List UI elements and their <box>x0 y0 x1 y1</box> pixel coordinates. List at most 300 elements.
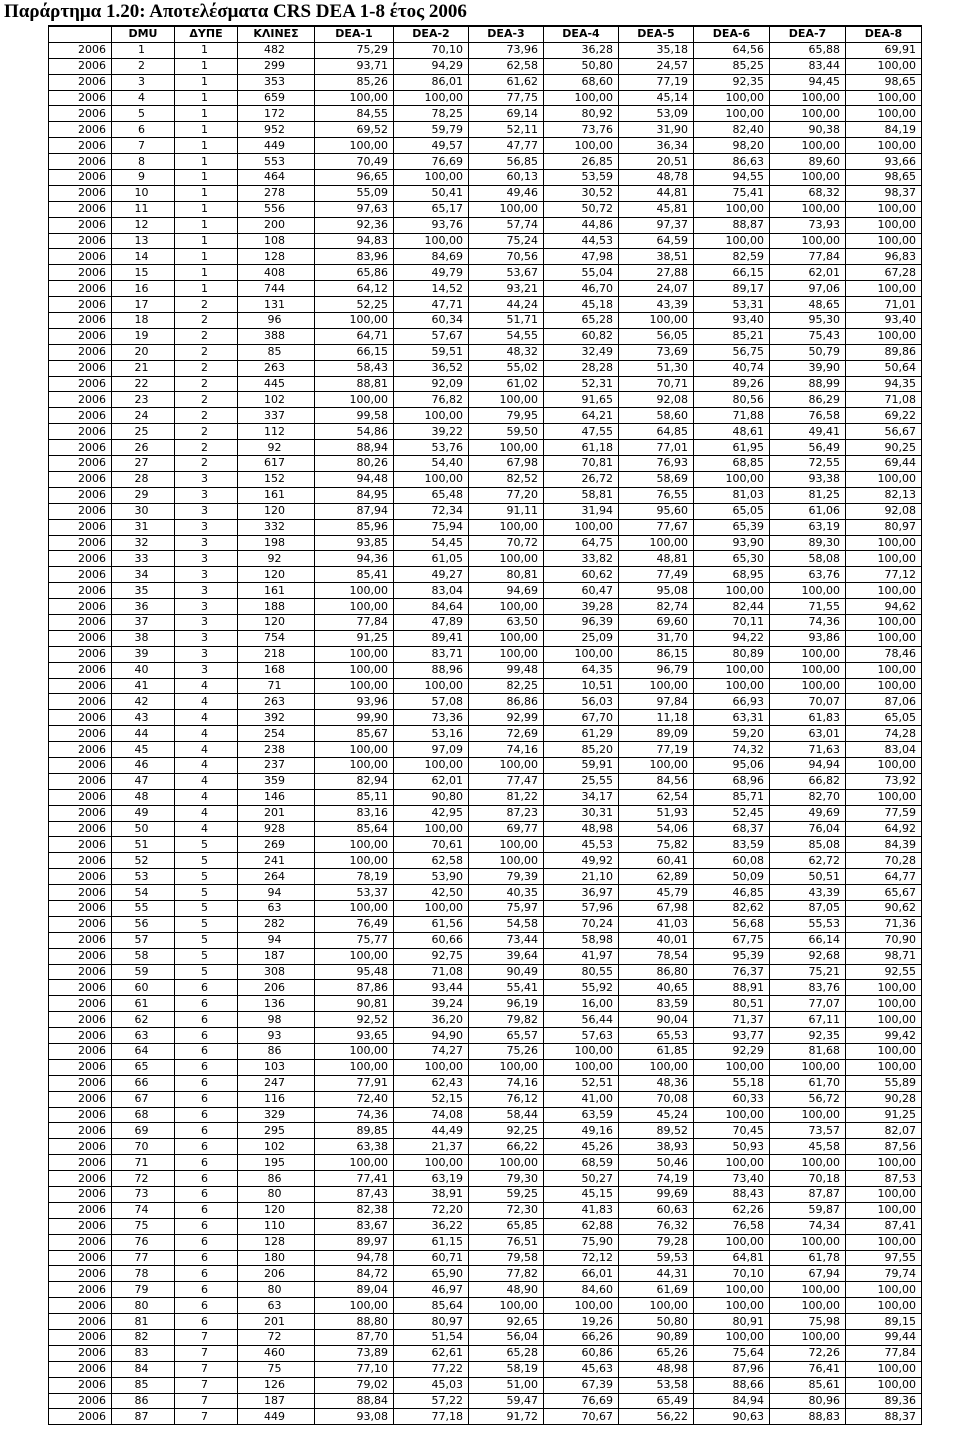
cell-dea-4: 80,92 <box>544 106 619 122</box>
cell-dea-8: 100,00 <box>846 996 922 1012</box>
cell-klines: 136 <box>238 996 315 1012</box>
cell-klines: 72 <box>238 1330 315 1346</box>
cell-dea-2: 54,40 <box>394 456 469 472</box>
cell-dea-2: 60,34 <box>394 313 469 329</box>
table-row <box>49 440 922 456</box>
column-header-dea-7: DEA-7 <box>770 26 846 42</box>
table-row <box>49 154 922 170</box>
cell-dea-3: 100,00 <box>469 599 544 615</box>
cell-klines: 269 <box>238 837 315 853</box>
table-row <box>49 694 922 710</box>
cell-dea-2: 100,00 <box>394 233 469 249</box>
cell-klines: 556 <box>238 201 315 217</box>
cell-dea-7: 74,34 <box>770 1218 846 1234</box>
cell-dea-1: 88,80 <box>315 1314 394 1330</box>
cell-dmu: 54 <box>112 885 175 901</box>
table-row <box>49 344 922 360</box>
cell-dmu: 52 <box>112 853 175 869</box>
cell-dea-2: 77,18 <box>394 1409 469 1425</box>
cell-dea-2: 85,64 <box>394 1298 469 1314</box>
cell-dmu: 18 <box>112 313 175 329</box>
table-row <box>49 837 922 853</box>
cell-dype: 3 <box>175 662 238 678</box>
cell-dea-1: 85,41 <box>315 567 394 583</box>
cell-dea-1: 55,09 <box>315 185 394 201</box>
cell-dea-5: 83,59 <box>619 996 694 1012</box>
cell-dmu: 42 <box>112 694 175 710</box>
cell-klines: 108 <box>238 233 315 249</box>
cell-klines: 80 <box>238 1187 315 1203</box>
cell-year: 2006 <box>49 869 112 885</box>
cell-dmu: 3 <box>112 74 175 90</box>
cell-dea-5: 100,00 <box>619 1298 694 1314</box>
cell-dea-7: 63,19 <box>770 519 846 535</box>
cell-klines: 744 <box>238 281 315 297</box>
cell-dea-5: 67,98 <box>619 900 694 916</box>
cell-dea-4: 47,98 <box>544 249 619 265</box>
table-row <box>49 201 922 217</box>
cell-dea-6: 90,63 <box>694 1409 770 1425</box>
cell-dea-2: 51,54 <box>394 1330 469 1346</box>
cell-dmu: 87 <box>112 1409 175 1425</box>
cell-dea-6: 53,31 <box>694 297 770 313</box>
cell-dea-8: 91,25 <box>846 1107 922 1123</box>
cell-dype: 3 <box>175 583 238 599</box>
cell-dmu: 25 <box>112 424 175 440</box>
cell-dea-7: 56,49 <box>770 440 846 456</box>
cell-dmu: 8 <box>112 154 175 170</box>
cell-dea-4: 70,81 <box>544 456 619 472</box>
table-row <box>49 805 922 821</box>
cell-dmu: 5 <box>112 106 175 122</box>
cell-dea-5: 77,67 <box>619 519 694 535</box>
cell-dea-8: 88,37 <box>846 1409 922 1425</box>
cell-dea-7: 88,99 <box>770 376 846 392</box>
cell-year: 2006 <box>49 1393 112 1409</box>
cell-dea-8: 74,28 <box>846 726 922 742</box>
table-row <box>49 1266 922 1282</box>
cell-dea-1: 63,38 <box>315 1139 394 1155</box>
cell-dea-6: 68,95 <box>694 567 770 583</box>
cell-dea-8: 90,28 <box>846 1091 922 1107</box>
cell-year: 2006 <box>49 821 112 837</box>
cell-klines: 449 <box>238 138 315 154</box>
cell-dea-4: 96,39 <box>544 614 619 630</box>
cell-dea-3: 93,21 <box>469 281 544 297</box>
cell-dea-1: 82,38 <box>315 1202 394 1218</box>
cell-dea-2: 63,19 <box>394 1171 469 1187</box>
cell-dmu: 6 <box>112 122 175 138</box>
cell-dype: 1 <box>175 154 238 170</box>
cell-dmu: 69 <box>112 1123 175 1139</box>
cell-dea-4: 100,00 <box>544 1298 619 1314</box>
table-row <box>49 1123 922 1139</box>
cell-dea-5: 74,19 <box>619 1171 694 1187</box>
cell-dea-8: 100,00 <box>846 58 922 74</box>
cell-dea-7: 89,30 <box>770 535 846 551</box>
cell-dea-1: 94,36 <box>315 551 394 567</box>
cell-dea-3: 48,32 <box>469 344 544 360</box>
cell-dea-2: 49,57 <box>394 138 469 154</box>
cell-dea-7: 56,72 <box>770 1091 846 1107</box>
cell-dea-1: 100,00 <box>315 392 394 408</box>
cell-dea-5: 51,30 <box>619 360 694 376</box>
table-row <box>49 58 922 74</box>
cell-dea-6: 68,37 <box>694 821 770 837</box>
cell-dea-8: 100,00 <box>846 1282 922 1298</box>
cell-year: 2006 <box>49 392 112 408</box>
cell-dype: 6 <box>175 1107 238 1123</box>
cell-dea-6: 87,96 <box>694 1361 770 1377</box>
cell-dea-1: 72,40 <box>315 1091 394 1107</box>
cell-dea-4: 68,59 <box>544 1155 619 1171</box>
cell-dea-7: 100,00 <box>770 678 846 694</box>
cell-klines: 92 <box>238 551 315 567</box>
cell-dea-1: 84,95 <box>315 487 394 503</box>
cell-dea-3: 91,72 <box>469 1409 544 1425</box>
table-row <box>49 424 922 440</box>
cell-dype: 2 <box>175 376 238 392</box>
cell-dype: 7 <box>175 1393 238 1409</box>
table-row <box>49 1218 922 1234</box>
table-row <box>49 964 922 980</box>
cell-dea-6: 75,64 <box>694 1345 770 1361</box>
table-row <box>49 185 922 201</box>
cell-dea-7: 58,08 <box>770 551 846 567</box>
cell-year: 2006 <box>49 710 112 726</box>
cell-dype: 6 <box>175 1250 238 1266</box>
cell-klines: 353 <box>238 74 315 90</box>
cell-dea-3: 48,90 <box>469 1282 544 1298</box>
cell-dea-8: 90,62 <box>846 900 922 916</box>
cell-dea-6: 89,26 <box>694 376 770 392</box>
cell-klines: 337 <box>238 408 315 424</box>
cell-dmu: 12 <box>112 217 175 233</box>
cell-year: 2006 <box>49 408 112 424</box>
cell-dea-7: 73,57 <box>770 1123 846 1139</box>
cell-year: 2006 <box>49 424 112 440</box>
cell-dype: 3 <box>175 630 238 646</box>
cell-year: 2006 <box>49 1409 112 1425</box>
cell-dea-4: 36,28 <box>544 42 619 58</box>
cell-klines: 263 <box>238 360 315 376</box>
cell-dea-3: 100,00 <box>469 440 544 456</box>
cell-dea-5: 48,36 <box>619 1075 694 1091</box>
cell-dea-5: 73,69 <box>619 344 694 360</box>
cell-dea-2: 60,66 <box>394 932 469 948</box>
table-row <box>49 471 922 487</box>
cell-dea-3: 76,12 <box>469 1091 544 1107</box>
cell-year: 2006 <box>49 376 112 392</box>
cell-dea-4: 39,28 <box>544 599 619 615</box>
cell-dea-5: 76,55 <box>619 487 694 503</box>
cell-klines: 120 <box>238 567 315 583</box>
cell-dea-4: 61,18 <box>544 440 619 456</box>
cell-dea-4: 58,98 <box>544 932 619 948</box>
cell-dea-4: 21,10 <box>544 869 619 885</box>
cell-dea-7: 75,43 <box>770 328 846 344</box>
cell-dmu: 65 <box>112 1059 175 1075</box>
cell-dea-2: 14,52 <box>394 281 469 297</box>
cell-dea-5: 50,46 <box>619 1155 694 1171</box>
cell-dea-8: 71,36 <box>846 916 922 932</box>
cell-dea-8: 100,00 <box>846 281 922 297</box>
cell-dype: 6 <box>175 1028 238 1044</box>
table-row <box>49 1393 922 1409</box>
cell-year: 2006 <box>49 948 112 964</box>
cell-dea-7: 77,84 <box>770 249 846 265</box>
cell-dea-3: 74,16 <box>469 742 544 758</box>
cell-dea-7: 94,45 <box>770 74 846 90</box>
cell-dea-2: 73,36 <box>394 710 469 726</box>
cell-dea-4: 76,69 <box>544 1393 619 1409</box>
cell-dea-2: 72,34 <box>394 503 469 519</box>
cell-dea-5: 61,69 <box>619 1282 694 1298</box>
cell-dea-2: 54,45 <box>394 535 469 551</box>
cell-dea-1: 100,00 <box>315 757 394 773</box>
cell-dea-7: 92,68 <box>770 948 846 964</box>
cell-dea-1: 84,55 <box>315 106 394 122</box>
cell-year: 2006 <box>49 646 112 662</box>
cell-klines: 187 <box>238 948 315 964</box>
cell-dea-1: 93,08 <box>315 1409 394 1425</box>
cell-year: 2006 <box>49 281 112 297</box>
cell-dea-1: 100,00 <box>315 1298 394 1314</box>
cell-dea-7: 85,61 <box>770 1377 846 1393</box>
table-row <box>49 742 922 758</box>
cell-dmu: 62 <box>112 1012 175 1028</box>
cell-dype: 1 <box>175 185 238 201</box>
cell-dea-3: 63,50 <box>469 614 544 630</box>
cell-klines: 247 <box>238 1075 315 1091</box>
cell-dea-4: 66,26 <box>544 1330 619 1346</box>
cell-dea-5: 70,71 <box>619 376 694 392</box>
cell-dea-8: 69,22 <box>846 408 922 424</box>
cell-dea-1: 93,96 <box>315 694 394 710</box>
cell-dea-8: 100,00 <box>846 662 922 678</box>
cell-dea-2: 62,58 <box>394 853 469 869</box>
cell-dmu: 10 <box>112 185 175 201</box>
cell-year: 2006 <box>49 503 112 519</box>
cell-dea-4: 100,00 <box>544 646 619 662</box>
cell-dea-6: 82,40 <box>694 122 770 138</box>
cell-dea-6: 94,55 <box>694 170 770 186</box>
cell-klines: 86 <box>238 1044 315 1060</box>
cell-dea-3: 70,56 <box>469 249 544 265</box>
cell-dea-2: 57,08 <box>394 694 469 710</box>
cell-dea-6: 66,93 <box>694 694 770 710</box>
cell-dea-2: 93,44 <box>394 980 469 996</box>
cell-dea-8: 100,00 <box>846 1059 922 1075</box>
cell-dype: 6 <box>175 1234 238 1250</box>
table-row <box>49 1282 922 1298</box>
cell-dea-4: 45,15 <box>544 1187 619 1203</box>
cell-dea-8: 84,19 <box>846 122 922 138</box>
cell-dea-7: 76,04 <box>770 821 846 837</box>
cell-dea-2: 83,04 <box>394 583 469 599</box>
table-row <box>49 360 922 376</box>
table-row <box>49 1155 922 1171</box>
cell-dea-6: 62,26 <box>694 1202 770 1218</box>
cell-dea-7: 76,58 <box>770 408 846 424</box>
cell-klines: 161 <box>238 487 315 503</box>
cell-dmu: 56 <box>112 916 175 932</box>
cell-dea-6: 100,00 <box>694 1282 770 1298</box>
cell-dype: 6 <box>175 1202 238 1218</box>
cell-dea-3: 54,55 <box>469 328 544 344</box>
cell-dype: 3 <box>175 551 238 567</box>
column-header-dea-1: DEA-1 <box>315 26 394 42</box>
cell-dmu: 64 <box>112 1044 175 1060</box>
cell-year: 2006 <box>49 599 112 615</box>
cell-dea-1: 87,86 <box>315 980 394 996</box>
cell-dea-3: 100,00 <box>469 519 544 535</box>
column-header-dea-2: DEA-2 <box>394 26 469 42</box>
table-row <box>49 217 922 233</box>
cell-dea-6: 80,51 <box>694 996 770 1012</box>
cell-dea-2: 88,96 <box>394 662 469 678</box>
cell-klines: 63 <box>238 900 315 916</box>
cell-dea-1: 85,26 <box>315 74 394 90</box>
cell-dea-5: 51,93 <box>619 805 694 821</box>
cell-dea-2: 49,79 <box>394 265 469 281</box>
cell-dea-4: 68,60 <box>544 74 619 90</box>
cell-dea-5: 86,80 <box>619 964 694 980</box>
cell-dea-4: 60,86 <box>544 1345 619 1361</box>
cell-dype: 5 <box>175 853 238 869</box>
cell-dmu: 36 <box>112 599 175 615</box>
cell-dea-4: 34,17 <box>544 789 619 805</box>
cell-dea-5: 60,41 <box>619 853 694 869</box>
cell-dea-2: 62,61 <box>394 1345 469 1361</box>
cell-dea-1: 100,00 <box>315 662 394 678</box>
page-title: Παράρτημα 1.20: Αποτελέσματα CRS DEA 1-8 έτος 2006 <box>4 1 467 22</box>
cell-dea-6: 100,00 <box>694 90 770 106</box>
cell-dea-1: 87,43 <box>315 1187 394 1203</box>
cell-dea-3: 55,41 <box>469 980 544 996</box>
cell-klines: 71 <box>238 678 315 694</box>
cell-dea-8: 100,00 <box>846 1187 922 1203</box>
cell-dea-8: 82,07 <box>846 1123 922 1139</box>
cell-dea-2: 83,71 <box>394 646 469 662</box>
cell-dea-7: 94,94 <box>770 757 846 773</box>
cell-year: 2006 <box>49 535 112 551</box>
cell-dea-5: 65,49 <box>619 1393 694 1409</box>
cell-dea-3: 58,19 <box>469 1361 544 1377</box>
cell-dea-6: 80,56 <box>694 392 770 408</box>
cell-klines: 201 <box>238 805 315 821</box>
cell-dmu: 13 <box>112 233 175 249</box>
cell-dea-3: 90,49 <box>469 964 544 980</box>
cell-dmu: 29 <box>112 487 175 503</box>
cell-dea-8: 98,71 <box>846 948 922 964</box>
cell-dea-2: 57,67 <box>394 328 469 344</box>
cell-dea-6: 100,00 <box>694 233 770 249</box>
cell-dea-6: 67,75 <box>694 932 770 948</box>
cell-dea-6: 63,31 <box>694 710 770 726</box>
cell-year: 2006 <box>49 583 112 599</box>
cell-dype: 4 <box>175 710 238 726</box>
table-row <box>49 1361 922 1377</box>
cell-year: 2006 <box>49 201 112 217</box>
table-row <box>49 567 922 583</box>
cell-dea-2: 93,76 <box>394 217 469 233</box>
cell-dea-3: 100,00 <box>469 837 544 853</box>
cell-dea-6: 80,89 <box>694 646 770 662</box>
cell-dea-7: 49,69 <box>770 805 846 821</box>
table-row <box>49 1234 922 1250</box>
cell-dype: 6 <box>175 1123 238 1139</box>
cell-dea-2: 36,52 <box>394 360 469 376</box>
cell-dea-3: 67,98 <box>469 456 544 472</box>
cell-year: 2006 <box>49 106 112 122</box>
cell-dmu: 9 <box>112 170 175 186</box>
cell-dype: 6 <box>175 1139 238 1155</box>
cell-dea-8: 77,59 <box>846 805 922 821</box>
cell-dea-7: 63,76 <box>770 567 846 583</box>
cell-dea-4: 28,28 <box>544 360 619 376</box>
cell-klines: 120 <box>238 1202 315 1218</box>
cell-dea-3: 80,81 <box>469 567 544 583</box>
cell-dea-7: 59,87 <box>770 1202 846 1218</box>
cell-dea-3: 59,25 <box>469 1187 544 1203</box>
cell-dea-2: 65,17 <box>394 201 469 217</box>
cell-dea-2: 80,97 <box>394 1314 469 1330</box>
cell-dea-1: 97,63 <box>315 201 394 217</box>
table-row <box>49 1091 922 1107</box>
cell-dype: 4 <box>175 694 238 710</box>
cell-dea-5: 48,98 <box>619 1361 694 1377</box>
cell-dea-5: 90,89 <box>619 1330 694 1346</box>
cell-dea-5: 69,60 <box>619 614 694 630</box>
cell-dmu: 73 <box>112 1187 175 1203</box>
cell-year: 2006 <box>49 789 112 805</box>
cell-dype: 1 <box>175 138 238 154</box>
cell-dea-7: 66,82 <box>770 773 846 789</box>
cell-dea-6: 85,71 <box>694 789 770 805</box>
cell-year: 2006 <box>49 1059 112 1075</box>
cell-klines: 195 <box>238 1155 315 1171</box>
cell-dea-7: 100,00 <box>770 1234 846 1250</box>
cell-dea-1: 76,49 <box>315 916 394 932</box>
table-body <box>49 42 922 1424</box>
cell-dype: 5 <box>175 948 238 964</box>
cell-dea-4: 44,86 <box>544 217 619 233</box>
cell-dea-8: 50,64 <box>846 360 922 376</box>
cell-dea-6: 76,58 <box>694 1218 770 1234</box>
cell-dea-6: 48,61 <box>694 424 770 440</box>
cell-dea-8: 80,97 <box>846 519 922 535</box>
cell-dea-3: 99,48 <box>469 662 544 678</box>
cell-dea-7: 93,86 <box>770 630 846 646</box>
cell-dype: 6 <box>175 1012 238 1028</box>
cell-dea-3: 74,16 <box>469 1075 544 1091</box>
cell-dea-5: 79,28 <box>619 1234 694 1250</box>
cell-dype: 4 <box>175 678 238 694</box>
cell-dea-5: 20,51 <box>619 154 694 170</box>
cell-dype: 6 <box>175 1155 238 1171</box>
cell-klines: 928 <box>238 821 315 837</box>
column-header-year <box>49 26 112 42</box>
cell-dea-3: 61,02 <box>469 376 544 392</box>
cell-dea-5: 76,32 <box>619 1218 694 1234</box>
cell-dea-5: 96,79 <box>619 662 694 678</box>
cell-dea-4: 49,16 <box>544 1123 619 1139</box>
cell-dea-7: 87,05 <box>770 900 846 916</box>
table-row <box>49 1345 922 1361</box>
cell-dea-4: 72,12 <box>544 1250 619 1266</box>
cell-dmu: 31 <box>112 519 175 535</box>
